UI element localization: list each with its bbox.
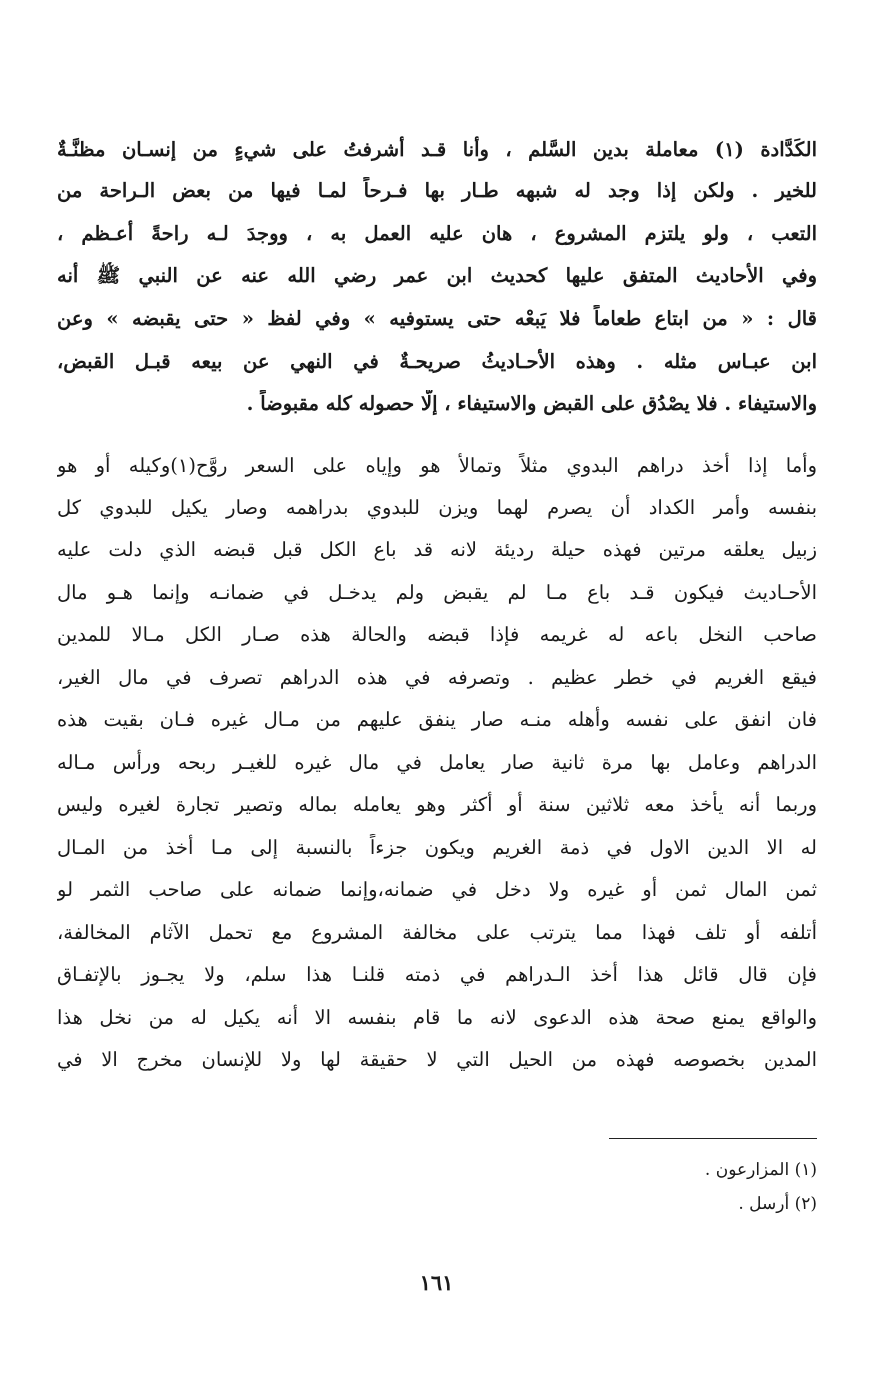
paragraph-1-line: والاستيفاء . فلا يصْدُق على القبض والاستيفاء ، إلَّا حصوله كله مقبوضاً . bbox=[246, 392, 817, 415]
paragraph-1-line: التعب ، ولو يلتزم المشروع ، هان عليه العمل به ، ووجدَ لـه راحةً أعـظم ، bbox=[57, 222, 817, 245]
footnote-separator bbox=[609, 1138, 817, 1139]
paragraph-2-line: المدين بخصوصه فهذه من الحيل التي لا حقيقة لها ولا للإنسان مخرج الا في bbox=[57, 1048, 817, 1071]
footnote-1: (١) المزارعون . bbox=[704, 1160, 817, 1180]
paragraph-2-line: والواقع يمنع صحة هذه الدعوى لانه ما قام بنفسه الا أنه يكيل له من نخل هذا bbox=[57, 1006, 817, 1029]
footnote-2: (٢) أرسل . bbox=[738, 1194, 817, 1214]
paragraph-2-line: فإن قال قائل هذا أخذ الـدراهم في ذمته قلنـا هذا سلم، ولا يجـوز بالإتفـاق bbox=[57, 963, 817, 986]
paragraph-2-line: وربما أنه يأخذ معه ثلاثين سنة أو أكثر وهو يعامله بماله وتصير تجارة لغيره وليس bbox=[57, 793, 817, 816]
paragraph-2-line: زبيل يعلقه مرتين فهذه حيلة رديئة لانه قد باع الكل قبل قبضه الذي دلت عليه bbox=[57, 538, 817, 561]
paragraph-2-line: فيقع الغريم في خطر عظيم . وتصرفه في هذه الدراهم تصرف في مال الغير، bbox=[57, 666, 817, 689]
paragraph-1-line: للخير . ولكن إذا وجد له شبهه طـار بها فـرحاً لمـا فيها من بعض الـراحة من bbox=[57, 179, 817, 202]
paragraph-2-line: بنفسه وأمر الكداد أن يصرم لهما ويزن للبدوي بدراهمه وصار يكيل للبدوي كل bbox=[57, 496, 817, 519]
paragraph-2-line: له الا الدين الاول في ذمة الغريم ويكون جزءاً بالنسبة إلى مـا أخذ من المـال bbox=[57, 836, 817, 859]
paragraph-2-line: فان انفق على نفسه وأهله منـه صار ينفق عليهم من مـال غيره فـان بقيت هذه bbox=[57, 708, 817, 731]
paragraph-2-line: أتلفه أو تلف فهذا مما يترتب على مخالفة المشروع مع تحمل الآثام المخالفة، bbox=[57, 921, 817, 944]
paragraph-1-line: قال : « من ابتاع طعاماً فلا يَبعْه حتى يستوفيه » وفي لفظ « حتى يقبضه » وعن bbox=[57, 307, 817, 330]
paragraph-1-line: ابن عبـاس مثله . وهذه الأحـاديثُ صريحـةٌ في النهي عن بيعه قبـل القبض، bbox=[57, 350, 817, 373]
paragraph-2-line: وأما إذا أخذ دراهم البدوي مثلاً وتمالأ هو وإياه على السعر روَّح(١)وكيله أو هو bbox=[57, 454, 817, 477]
paragraph-2-line: الأحـاديث فيكون قـد باع مـا لم يقبض ولم يدخـل في ضمانـه وإنما هـو مال bbox=[57, 581, 817, 604]
paragraph-2-line: الدراهم وعامل بها مرة ثانية صار يعامل في مال غيره للغيـر ربحه ورأس مـاله bbox=[57, 751, 817, 774]
paragraph-1-line: وفي الأحاديث المتفق عليها كحديث ابن عمر رضي الله عنه عن النبي ﷺ أنه bbox=[57, 264, 817, 287]
paragraph-2-line: صاحب النخل باعه له غريمه فإذا قبضه والحالة هذه صـار الكل مـالا للمدين bbox=[57, 623, 817, 646]
paragraph-1-line: الكَدَّادة (١) معاملة بدين السَّلم ، وأنا قـد أشرفتُ على شيءٍ من إنسـان مظنَّـةٌ bbox=[57, 138, 817, 161]
page-number: ١٦١ bbox=[419, 1270, 454, 1295]
paragraph-2-line: ثمن المال ثمن أو غيره ولا دخل في ضمانه،وإنما ضمانه على صاحب الثمر لو bbox=[57, 878, 817, 901]
